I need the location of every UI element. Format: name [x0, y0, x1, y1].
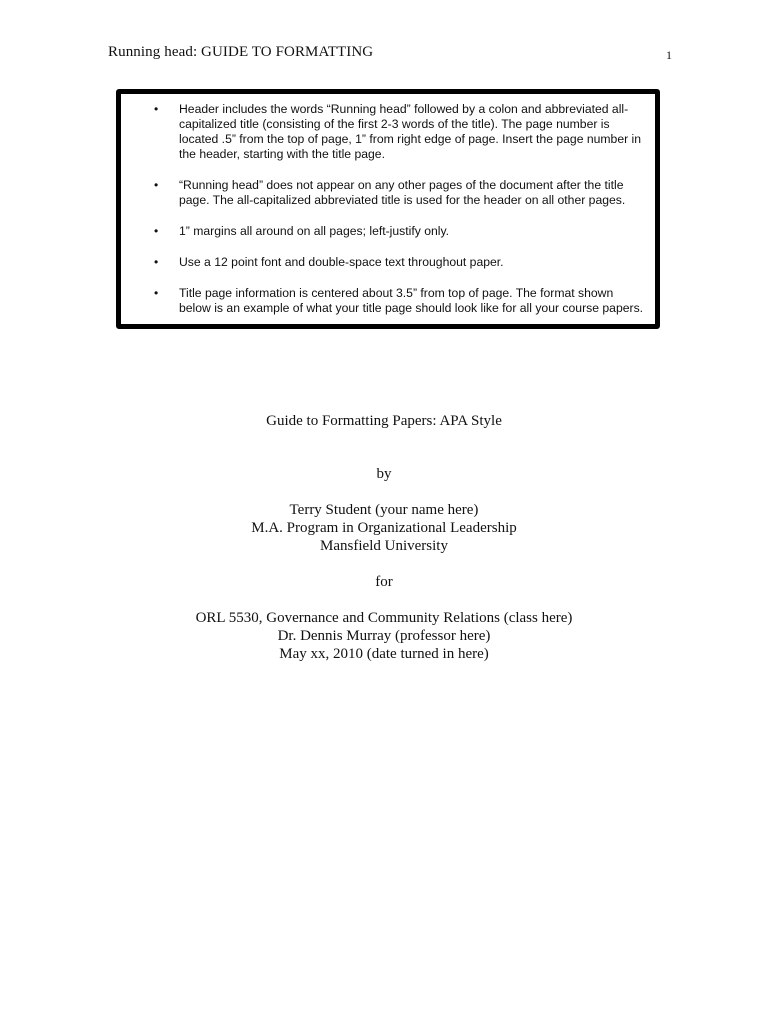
- program-name: M.A. Program in Organizational Leadership: [251, 520, 517, 536]
- formatting-notes-box: [116, 89, 660, 329]
- bullet-icon: •: [154, 224, 159, 238]
- bullet-icon: •: [154, 255, 159, 269]
- for-block: [0, 573, 768, 591]
- paper-title: Guide to Formatting Papers: APA Style: [266, 413, 502, 429]
- course-name: ORL 5530, Governance and Community Relations (class here): [195, 610, 573, 626]
- institution-name: Mansfield University: [320, 538, 448, 554]
- note-item-header: [151, 102, 647, 162]
- formatting-notes-list: [151, 102, 647, 316]
- running-head: Running head: GUIDE TO FORMATTING: [108, 44, 374, 60]
- for-label: for: [375, 574, 393, 590]
- by-label: by: [376, 466, 392, 482]
- note-text: Title page information is centered about 3.5” from top of page. The format shown below is an example of what your title page should look like for all your course papers.: [179, 286, 644, 315]
- date-turned-in: May xx, 2010 (date turned in here): [279, 646, 489, 662]
- bullet-icon: •: [154, 102, 159, 116]
- author-name: Terry Student (your name here): [289, 502, 479, 518]
- note-text: Header includes the words “Running head” followed by a colon and abbreviated all-capitalized title (consisting of the first 2-3 words of the title). The page number is located .5” from the top of page, 1” from right edge of page. Insert the page number in the header, starting with the title page.: [179, 102, 642, 161]
- note-item-font: [151, 255, 647, 270]
- bullet-icon: •: [154, 286, 159, 300]
- page-number: 1: [666, 48, 672, 62]
- author-block: [0, 501, 768, 555]
- by-block: [0, 465, 768, 483]
- note-text: “Running head” does not appear on any other pages of the document after the title page. The all-capitalized abbreviated title is used for the header on all other pages.: [179, 178, 626, 207]
- note-item-margins: [151, 224, 647, 239]
- note-text: Use a 12 point font and double-space text throughout paper.: [179, 255, 504, 269]
- note-item-title-page: [151, 286, 647, 316]
- title-page-block: [0, 412, 768, 430]
- note-text: 1” margins all around on all pages; left-justify only.: [179, 224, 450, 238]
- bullet-icon: •: [154, 178, 159, 192]
- professor-name: Dr. Dennis Murray (professor here): [277, 628, 491, 644]
- note-item-running-head: [151, 178, 647, 208]
- page-header: [108, 44, 672, 64]
- course-block: [0, 609, 768, 663]
